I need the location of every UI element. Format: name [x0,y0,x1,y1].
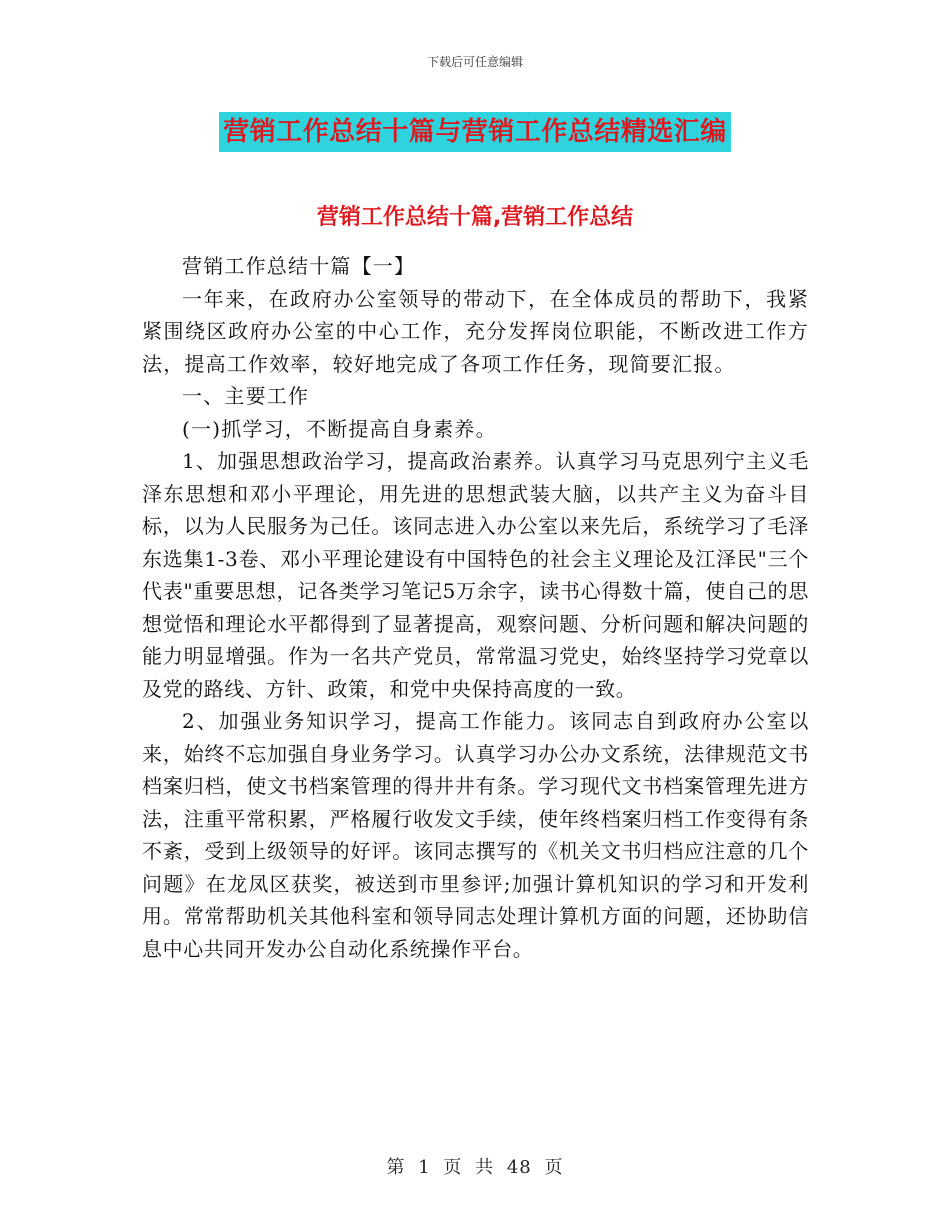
section-heading: 一、主要工作 [182,384,310,408]
paragraph: 1、加强思想政治学习，提高政治素养。认真学习马克思列宁主义毛泽东思想和邓小平理论，用先进的思想武装大脑，以共产主义为奋斗目标，以为人民服务为己任。该同志进入办公室以来先后，系统学习了毛泽东选集1-3卷、邓小平理论建设有中国特色的社会主义理论及江泽民"三个代表"重要思想，记各类学习笔记5万余字，读书心得数十篇，使自己的思想觉悟和理论水平都得到了显著提高，观察问题、分析问题和解决问题的能力明显增强。作为一名共产党员，常常温习党史，始终坚持学习党章以及党的路线、方针、政策，和党中央保持高度的一致。 [142,449,809,701]
document-body [142,250,809,965]
title-container [0,112,950,152]
document-subtitle: 营销工作总结十篇,营销工作总结 [316,205,634,230]
paragraph: 一年来，在政府办公室领导的带动下，在全体成员的帮助下，我紧紧围绕区政府办公室的中心工作，充分发挥岗位职能，不断改进工作方法，提高工作效率，较好地完成了各项工作任务，现简要汇报。 [142,286,809,376]
paragraph: 2、加强业务知识学习，提高工作能力。该同志自到政府办公室以来，始终不忘加强自身业务学习。认真学习办公办文系统，法律规范文书档案归档，使文书档案管理的得井井有条。学习现代文书档案管理先进方法，注重平常积累，严格履行收发文手续，使年终档案归档工作变得有条不紊，受到上级领导的好评。该同志撰写的《机关文书归档应注意的几个问题》在龙凤区获奖，被送到市里参评;加强计算机知识的学习和开发利用。常常帮助机关其他科室和领导同志处理计算机方面的问题，还协助信息中心共同开发办公自动化系统操作平台。 [142,709,809,961]
page-footer: 第 1 页 共 48 页 [386,1157,564,1178]
header-note: 下载后可任意编辑 [426,55,523,69]
subsection-heading: (一)抓学习，不断提高自身素养。 [182,416,497,441]
section-heading: 营销工作总结十篇【一】 [182,254,416,278]
document-title: 营销工作总结十篇与营销工作总结精选汇编 [219,112,731,152]
